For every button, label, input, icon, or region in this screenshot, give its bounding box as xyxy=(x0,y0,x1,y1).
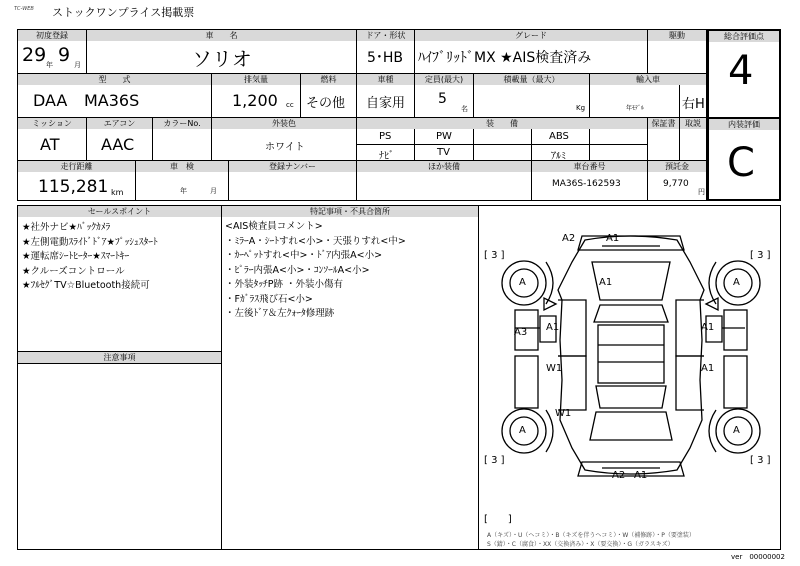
year-unit: 年 xyxy=(46,61,53,69)
label-mission: ミッション xyxy=(18,118,86,129)
capacity: 5 xyxy=(438,91,447,107)
grade: ﾊｲﾌﾞﾘｯﾄﾞMX ★AIS検査済み xyxy=(418,50,592,66)
label-interior-score: 内装評価 xyxy=(709,119,779,130)
label-import: 輸入車 xyxy=(590,74,706,85)
label-car-name: 車 名 xyxy=(87,30,356,41)
list-item: ★左側電動ｽﾗｲﾄﾞﾄﾞｱ★ﾌﾟｯｼｭｽﾀｰﾄ xyxy=(22,236,158,248)
sales-points-list xyxy=(22,221,158,294)
label-notes-special: 特記事項・不具合箇所 xyxy=(222,206,478,217)
yen-unit: 円 xyxy=(698,188,705,196)
list-item: ★運転席ｼｰﾄﾋｰﾀｰ★ｽﾏｰﾄｷｰ xyxy=(22,251,130,262)
list-item: <AIS検査員コメント> xyxy=(225,221,323,232)
first-reg-year: 29 xyxy=(22,44,47,66)
label-vehicle-type: 車種 xyxy=(357,74,414,85)
overall-score: 4 xyxy=(728,48,754,94)
mark-rear-a2: A2 xyxy=(612,470,626,481)
bracket-top-left: [ 3 ] xyxy=(484,250,505,261)
inspection-month: 月 xyxy=(210,187,217,195)
mark-wheel-rear-right: A xyxy=(733,425,740,436)
mileage: 115,281 xyxy=(38,177,109,197)
list-item: ・左後ﾄﾞｱ＆左ｸｫｰﾀ修理跡 xyxy=(225,308,335,319)
mark-front-a2: A2 xyxy=(562,233,576,244)
label-load: 積載量（最大） xyxy=(474,74,589,85)
label-capacity: 定員(最大) xyxy=(415,74,473,85)
label-reg-number: 登録ナンバー xyxy=(229,161,356,172)
chassis-no: MA36S-162593 xyxy=(552,179,621,189)
mission: AT xyxy=(40,135,60,154)
km-unit: km xyxy=(111,188,124,197)
mark-right-front-door: A1 xyxy=(701,322,715,333)
vehicle-type: 自家用 xyxy=(366,96,406,111)
page-title: ストックワンプライス掲載票 xyxy=(52,6,195,19)
mark-wheel-front-left: A xyxy=(519,277,526,288)
legend-line-1: A（キズ）・U（ヘコミ）・B（キズを伴うヘコミ）・W（補修跡）・P（要塗装） xyxy=(487,532,695,539)
equip-alumi: ｱﾙﾐ xyxy=(551,151,566,162)
mark-wheel-rear-left: A xyxy=(519,425,526,436)
steering: 右H xyxy=(682,97,705,112)
equip-abs: ABS xyxy=(549,131,569,142)
equip-ps: PS xyxy=(379,131,392,142)
equip-navi: ﾅﾋﾞ xyxy=(379,151,394,162)
mark-wheel-front-right: A xyxy=(733,277,740,288)
label-fuel: 燃料 xyxy=(301,74,356,85)
notes-list xyxy=(225,220,406,322)
cc-unit: cc xyxy=(286,101,294,109)
list-item: ・ｶｰﾍﾟｯﾄすれ<中>・ﾄﾞｱ内張A<小> xyxy=(225,250,383,261)
equip-pw: PW xyxy=(436,131,452,142)
car-name: ソリオ xyxy=(192,47,252,71)
list-item: ・ﾋﾟﾗｰ内張A<小>・ｺﾝｿｰﾙA<小> xyxy=(225,264,370,276)
mark-left-quarter: A3 xyxy=(514,327,528,338)
month-unit: 月 xyxy=(74,61,81,69)
model-prefix: DAA xyxy=(33,91,68,110)
label-mileage: 走行距離 xyxy=(18,161,135,172)
label-manual: 取説 xyxy=(680,118,706,129)
label-grade: グレード xyxy=(415,30,647,41)
legend-line-2: S（錆）・C（腐食）・XX（交換済み）・X（要交換）・G（ガラスキズ） xyxy=(487,541,674,548)
interior-score: C xyxy=(727,140,755,186)
label-aircon: エアコン xyxy=(87,118,152,129)
label-deposit: 預託金 xyxy=(648,161,706,172)
bracket-empty: [ ] xyxy=(484,514,512,525)
car-diagram xyxy=(502,236,760,476)
bracket-bottom-left: [ 3 ] xyxy=(484,455,505,466)
model: MA36S xyxy=(84,91,140,110)
bracket-top-right: [ 3 ] xyxy=(750,250,771,261)
equip-tv: TV xyxy=(437,147,450,158)
mark-front-a1: A1 xyxy=(606,233,620,244)
first-reg-month: 9 xyxy=(58,44,71,66)
displacement: 1,200 xyxy=(232,91,278,110)
year-model: 年ﾓﾃﾞﾙ xyxy=(626,105,645,112)
mark-left-rear-door: W1 xyxy=(546,363,563,374)
label-model: 型 式 xyxy=(18,74,211,85)
kg-unit: Kg xyxy=(576,104,586,112)
label-color-no: カラーNo. xyxy=(153,118,211,129)
label-caution: 注意事項 xyxy=(18,352,221,363)
list-item: ・ﾐﾗｰA・ｼｰﾄすれ<小>・天張りすれ<中> xyxy=(225,235,406,247)
mark-left-rear: W1 xyxy=(555,408,572,419)
mark-hood: A1 xyxy=(599,277,613,288)
fuel: その他 xyxy=(306,96,346,111)
label-equipment: 装 備 xyxy=(357,118,647,129)
capacity-unit: 名 xyxy=(461,105,468,113)
list-item: ★社外ナビ★ﾊﾞｯｸｶﾒﾗ xyxy=(22,222,111,233)
exterior-color: ホワイト xyxy=(265,142,305,153)
label-door-form: ドア・形状 xyxy=(357,30,414,41)
logo: TC-WEB xyxy=(14,6,34,12)
deposit: 9,770 xyxy=(663,179,689,189)
version: ver 00000002 xyxy=(731,553,785,561)
label-overall-score: 総合評価点 xyxy=(709,31,779,42)
list-item: ★ﾌﾙｾｸﾞTV☆Bluetooth接続可 xyxy=(22,280,150,291)
mark-left-front-door: A1 xyxy=(546,322,560,333)
label-displacement: 排気量 xyxy=(212,74,300,85)
label-other-equipment: ほか装備 xyxy=(357,161,531,172)
mark-right-rear-door: A1 xyxy=(701,363,715,374)
list-item: ・Fｶﾞﾗｽ飛び石<小> xyxy=(225,293,313,305)
inspection-year: 年 xyxy=(180,187,187,195)
label-first-reg: 初度登録 xyxy=(18,30,86,41)
label-sales-points: セールスポイント xyxy=(18,206,221,217)
label-warranty: 保証書 xyxy=(648,118,679,129)
label-exterior-color: 外装色 xyxy=(212,118,356,129)
mark-rear-a1: A1 xyxy=(634,470,648,481)
list-item: ・外装ﾀｯﾁP跡 ・外装小傷有 xyxy=(225,279,343,290)
label-inspection: 車 検 xyxy=(136,161,228,172)
door-form: 5･HB xyxy=(367,50,404,66)
aircon: AAC xyxy=(101,135,135,154)
bracket-bottom-right: [ 3 ] xyxy=(750,455,771,466)
label-drive: 駆動 xyxy=(648,30,706,41)
list-item: ★クルーズコントロール xyxy=(22,265,125,277)
label-chassis-no: 車台番号 xyxy=(532,161,647,172)
